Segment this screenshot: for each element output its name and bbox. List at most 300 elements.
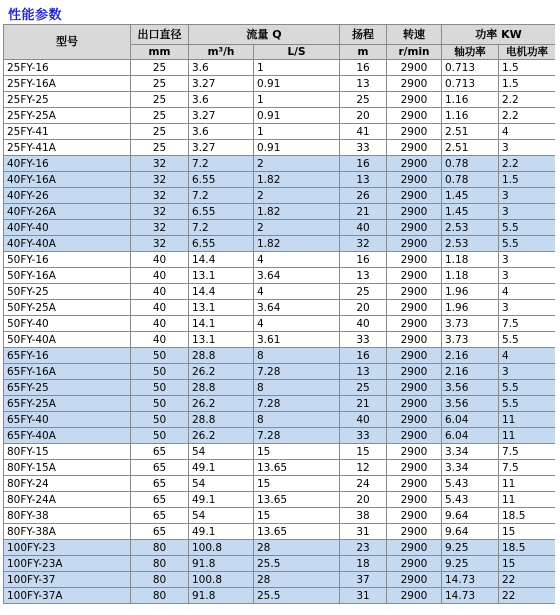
cell-outlet-diameter: 65 [131, 476, 189, 492]
cell-outlet-diameter: 50 [131, 348, 189, 364]
cell-speed: 2900 [387, 428, 442, 444]
cell-shaft-power: 5.43 [442, 476, 499, 492]
cell-shaft-power: 2.16 [442, 364, 499, 380]
cell-flow-ls: 4 [254, 252, 340, 268]
cell-motor-power: 1.5 [499, 172, 556, 188]
cell-motor-power: 7.5 [499, 444, 556, 460]
cell-model: 25FY-25 [4, 92, 131, 108]
cell-outlet-diameter: 25 [131, 60, 189, 76]
cell-shaft-power: 2.53 [442, 220, 499, 236]
cell-flow-ls: 7.28 [254, 364, 340, 380]
cell-speed: 2900 [387, 444, 442, 460]
header-model: 型号 [4, 25, 131, 60]
cell-model: 40FY-26A [4, 204, 131, 220]
cell-head: 25 [340, 92, 387, 108]
cell-motor-power: 3 [499, 140, 556, 156]
table-row [4, 588, 556, 604]
cell-model: 25FY-16A [4, 76, 131, 92]
cell-flow-ls: 7.28 [254, 396, 340, 412]
table-row [4, 572, 556, 588]
cell-motor-power: 5.5 [499, 396, 556, 412]
cell-flow-ls: 3.61 [254, 332, 340, 348]
header-flow-unit-m3h: m³/h [189, 45, 254, 60]
cell-model: 65FY-40 [4, 412, 131, 428]
cell-model: 80FY-24A [4, 492, 131, 508]
table-row [4, 252, 556, 268]
cell-shaft-power: 1.18 [442, 252, 499, 268]
cell-speed: 2900 [387, 76, 442, 92]
cell-shaft-power: 0.78 [442, 156, 499, 172]
cell-flow-ls: 1.82 [254, 204, 340, 220]
cell-outlet-diameter: 40 [131, 316, 189, 332]
cell-motor-power: 4 [499, 124, 556, 140]
cell-motor-power: 18.5 [499, 540, 556, 556]
header-flow-unit-ls: L/S [254, 45, 340, 60]
cell-head: 16 [340, 156, 387, 172]
cell-head: 18 [340, 556, 387, 572]
cell-model: 40FY-40A [4, 236, 131, 252]
cell-outlet-diameter: 80 [131, 572, 189, 588]
cell-outlet-diameter: 25 [131, 140, 189, 156]
table-row [4, 476, 556, 492]
cell-outlet-diameter: 40 [131, 252, 189, 268]
cell-shaft-power: 6.04 [442, 412, 499, 428]
cell-flow-ls: 3.64 [254, 300, 340, 316]
cell-shaft-power: 3.34 [442, 444, 499, 460]
cell-head: 31 [340, 524, 387, 540]
cell-flow-ls: 1 [254, 92, 340, 108]
cell-outlet-diameter: 32 [131, 156, 189, 172]
cell-speed: 2900 [387, 508, 442, 524]
cell-head: 13 [340, 76, 387, 92]
cell-speed: 2900 [387, 204, 442, 220]
cell-speed: 2900 [387, 60, 442, 76]
cell-head: 20 [340, 108, 387, 124]
cell-flow-m3h: 3.6 [189, 60, 254, 76]
cell-flow-m3h: 49.1 [189, 492, 254, 508]
cell-model: 80FY-24 [4, 476, 131, 492]
table-row [4, 236, 556, 252]
cell-motor-power: 7.5 [499, 460, 556, 476]
cell-outlet-diameter: 40 [131, 332, 189, 348]
cell-model: 65FY-25A [4, 396, 131, 412]
table-header [4, 25, 556, 60]
cell-model: 80FY-38 [4, 508, 131, 524]
cell-outlet-diameter: 50 [131, 364, 189, 380]
cell-flow-ls: 7.28 [254, 428, 340, 444]
cell-flow-ls: 8 [254, 412, 340, 428]
cell-outlet-diameter: 65 [131, 524, 189, 540]
cell-flow-ls: 15 [254, 476, 340, 492]
cell-flow-m3h: 7.2 [189, 220, 254, 236]
cell-speed: 2900 [387, 556, 442, 572]
cell-flow-ls: 4 [254, 284, 340, 300]
cell-flow-ls: 15 [254, 508, 340, 524]
cell-model: 40FY-16A [4, 172, 131, 188]
cell-model: 100FY-23 [4, 540, 131, 556]
cell-flow-ls: 0.91 [254, 140, 340, 156]
cell-model: 80FY-38A [4, 524, 131, 540]
cell-motor-power: 11 [499, 492, 556, 508]
cell-outlet-diameter: 65 [131, 444, 189, 460]
cell-speed: 2900 [387, 284, 442, 300]
cell-flow-ls: 8 [254, 380, 340, 396]
table-row [4, 172, 556, 188]
cell-outlet-diameter: 50 [131, 428, 189, 444]
cell-head: 21 [340, 204, 387, 220]
table-row [4, 76, 556, 92]
header-outlet-unit: mm [131, 45, 189, 60]
cell-outlet-diameter: 50 [131, 380, 189, 396]
cell-speed: 2900 [387, 268, 442, 284]
cell-model: 50FY-16 [4, 252, 131, 268]
cell-head: 33 [340, 332, 387, 348]
cell-flow-ls: 0.91 [254, 108, 340, 124]
cell-model: 25FY-25A [4, 108, 131, 124]
table-row [4, 60, 556, 76]
cell-shaft-power: 9.25 [442, 556, 499, 572]
cell-head: 16 [340, 60, 387, 76]
cell-head: 16 [340, 252, 387, 268]
performance-table [3, 24, 555, 604]
cell-motor-power: 7.5 [499, 316, 556, 332]
cell-model: 50FY-40A [4, 332, 131, 348]
cell-model: 40FY-16 [4, 156, 131, 172]
cell-speed: 2900 [387, 236, 442, 252]
cell-shaft-power: 6.04 [442, 428, 499, 444]
cell-outlet-diameter: 65 [131, 508, 189, 524]
cell-head: 23 [340, 540, 387, 556]
header-flow: 流量 Q [189, 25, 340, 45]
cell-motor-power: 1.5 [499, 60, 556, 76]
cell-motor-power: 15 [499, 524, 556, 540]
cell-model: 40FY-40 [4, 220, 131, 236]
cell-outlet-diameter: 80 [131, 540, 189, 556]
cell-model: 65FY-16A [4, 364, 131, 380]
table-row [4, 156, 556, 172]
cell-model: 65FY-25 [4, 380, 131, 396]
cell-speed: 2900 [387, 412, 442, 428]
header-speed-unit: r/min [387, 45, 442, 60]
cell-flow-ls: 13.65 [254, 524, 340, 540]
cell-outlet-diameter: 25 [131, 124, 189, 140]
header-motor-power: 电机功率 [499, 45, 556, 60]
cell-speed: 2900 [387, 172, 442, 188]
cell-shaft-power: 14.73 [442, 572, 499, 588]
cell-head: 13 [340, 268, 387, 284]
cell-speed: 2900 [387, 108, 442, 124]
cell-outlet-diameter: 50 [131, 396, 189, 412]
cell-flow-m3h: 13.1 [189, 268, 254, 284]
cell-motor-power: 22 [499, 572, 556, 588]
cell-flow-m3h: 3.27 [189, 108, 254, 124]
cell-model: 65FY-16 [4, 348, 131, 364]
cell-outlet-diameter: 80 [131, 556, 189, 572]
header-head-unit: m [340, 45, 387, 60]
cell-head: 25 [340, 380, 387, 396]
cell-flow-m3h: 14.4 [189, 284, 254, 300]
cell-speed: 2900 [387, 220, 442, 236]
cell-flow-m3h: 26.2 [189, 364, 254, 380]
table-row [4, 300, 556, 316]
cell-shaft-power: 9.64 [442, 524, 499, 540]
cell-speed: 2900 [387, 364, 442, 380]
table-row [4, 268, 556, 284]
cell-motor-power: 2.2 [499, 92, 556, 108]
table-row [4, 556, 556, 572]
cell-flow-m3h: 7.2 [189, 188, 254, 204]
cell-flow-m3h: 6.55 [189, 172, 254, 188]
cell-model: 100FY-37 [4, 572, 131, 588]
cell-flow-m3h: 6.55 [189, 236, 254, 252]
cell-flow-m3h: 3.27 [189, 76, 254, 92]
cell-shaft-power: 3.73 [442, 332, 499, 348]
table-row [4, 332, 556, 348]
cell-outlet-diameter: 25 [131, 92, 189, 108]
cell-outlet-diameter: 65 [131, 460, 189, 476]
cell-shaft-power: 9.25 [442, 540, 499, 556]
cell-flow-ls: 1.82 [254, 172, 340, 188]
cell-model: 65FY-40A [4, 428, 131, 444]
cell-flow-m3h: 28.8 [189, 380, 254, 396]
cell-head: 40 [340, 412, 387, 428]
cell-shaft-power: 2.51 [442, 124, 499, 140]
cell-head: 41 [340, 124, 387, 140]
cell-shaft-power: 1.96 [442, 300, 499, 316]
table-row [4, 508, 556, 524]
cell-flow-m3h: 100.8 [189, 572, 254, 588]
table-row [4, 460, 556, 476]
table-row [4, 444, 556, 460]
cell-speed: 2900 [387, 124, 442, 140]
cell-flow-m3h: 54 [189, 476, 254, 492]
cell-flow-m3h: 91.8 [189, 588, 254, 604]
cell-shaft-power: 1.45 [442, 204, 499, 220]
cell-motor-power: 3 [499, 364, 556, 380]
table-row [4, 316, 556, 332]
cell-flow-m3h: 14.1 [189, 316, 254, 332]
cell-outlet-diameter: 32 [131, 188, 189, 204]
cell-flow-ls: 3.64 [254, 268, 340, 284]
cell-head: 12 [340, 460, 387, 476]
table-row [4, 524, 556, 540]
cell-speed: 2900 [387, 332, 442, 348]
cell-head: 13 [340, 364, 387, 380]
cell-model: 40FY-26 [4, 188, 131, 204]
cell-motor-power: 3 [499, 268, 556, 284]
cell-flow-m3h: 49.1 [189, 460, 254, 476]
cell-model: 100FY-23A [4, 556, 131, 572]
cell-motor-power: 3 [499, 204, 556, 220]
cell-motor-power: 11 [499, 476, 556, 492]
cell-flow-m3h: 7.2 [189, 156, 254, 172]
cell-shaft-power: 1.45 [442, 188, 499, 204]
cell-head: 24 [340, 476, 387, 492]
header-power: 功率 KW [442, 25, 556, 45]
cell-motor-power: 5.5 [499, 332, 556, 348]
cell-shaft-power: 0.78 [442, 172, 499, 188]
cell-speed: 2900 [387, 492, 442, 508]
cell-head: 26 [340, 188, 387, 204]
table-row [4, 348, 556, 364]
page-title: 性能参数 [8, 8, 63, 23]
cell-motor-power: 2.2 [499, 108, 556, 124]
cell-flow-ls: 0.91 [254, 76, 340, 92]
cell-head: 32 [340, 236, 387, 252]
cell-motor-power: 11 [499, 412, 556, 428]
cell-flow-m3h: 6.55 [189, 204, 254, 220]
cell-model: 50FY-25A [4, 300, 131, 316]
cell-motor-power: 2.2 [499, 156, 556, 172]
cell-speed: 2900 [387, 476, 442, 492]
cell-outlet-diameter: 32 [131, 220, 189, 236]
cell-model: 80FY-15 [4, 444, 131, 460]
cell-flow-m3h: 28.8 [189, 412, 254, 428]
table-row [4, 492, 556, 508]
cell-model: 50FY-16A [4, 268, 131, 284]
cell-speed: 2900 [387, 348, 442, 364]
cell-shaft-power: 3.73 [442, 316, 499, 332]
cell-speed: 2900 [387, 572, 442, 588]
cell-flow-m3h: 54 [189, 444, 254, 460]
cell-shaft-power: 3.56 [442, 380, 499, 396]
cell-flow-ls: 4 [254, 316, 340, 332]
cell-motor-power: 3 [499, 300, 556, 316]
cell-flow-m3h: 13.1 [189, 300, 254, 316]
table-row [4, 188, 556, 204]
table-row [4, 124, 556, 140]
table-row [4, 204, 556, 220]
cell-motor-power: 22 [499, 588, 556, 604]
cell-outlet-diameter: 25 [131, 108, 189, 124]
cell-shaft-power: 14.73 [442, 588, 499, 604]
cell-flow-ls: 13.65 [254, 492, 340, 508]
cell-flow-ls: 1 [254, 60, 340, 76]
cell-outlet-diameter: 32 [131, 204, 189, 220]
cell-flow-ls: 13.65 [254, 460, 340, 476]
cell-flow-m3h: 49.1 [189, 524, 254, 540]
cell-outlet-diameter: 40 [131, 268, 189, 284]
cell-model: 100FY-37A [4, 588, 131, 604]
table-row [4, 540, 556, 556]
cell-outlet-diameter: 32 [131, 236, 189, 252]
cell-head: 20 [340, 492, 387, 508]
header-shaft-power: 轴功率 [442, 45, 499, 60]
cell-speed: 2900 [387, 188, 442, 204]
table-row [4, 428, 556, 444]
cell-shaft-power: 3.34 [442, 460, 499, 476]
cell-motor-power: 1.5 [499, 76, 556, 92]
cell-head: 20 [340, 300, 387, 316]
cell-head: 13 [340, 172, 387, 188]
performance-table-container [3, 24, 555, 608]
cell-shaft-power: 2.53 [442, 236, 499, 252]
cell-shaft-power: 1.16 [442, 92, 499, 108]
cell-head: 33 [340, 140, 387, 156]
cell-motor-power: 18.5 [499, 508, 556, 524]
cell-outlet-diameter: 25 [131, 76, 189, 92]
cell-shaft-power: 0.713 [442, 60, 499, 76]
cell-outlet-diameter: 50 [131, 412, 189, 428]
cell-model: 25FY-41A [4, 140, 131, 156]
cell-outlet-diameter: 40 [131, 284, 189, 300]
cell-shaft-power: 1.96 [442, 284, 499, 300]
cell-model: 50FY-25 [4, 284, 131, 300]
cell-flow-ls: 25.5 [254, 556, 340, 572]
cell-model: 50FY-40 [4, 316, 131, 332]
cell-outlet-diameter: 80 [131, 588, 189, 604]
cell-flow-m3h: 91.8 [189, 556, 254, 572]
cell-speed: 2900 [387, 396, 442, 412]
cell-head: 40 [340, 220, 387, 236]
cell-outlet-diameter: 40 [131, 300, 189, 316]
cell-flow-m3h: 13.1 [189, 332, 254, 348]
cell-flow-ls: 1.82 [254, 236, 340, 252]
cell-speed: 2900 [387, 300, 442, 316]
cell-flow-m3h: 26.2 [189, 428, 254, 444]
cell-flow-ls: 15 [254, 444, 340, 460]
cell-flow-m3h: 3.6 [189, 124, 254, 140]
cell-flow-ls: 28 [254, 540, 340, 556]
cell-model: 80FY-15A [4, 460, 131, 476]
cell-motor-power: 15 [499, 556, 556, 572]
cell-motor-power: 4 [499, 348, 556, 364]
header-outlet: 出口直径 [131, 25, 189, 45]
cell-motor-power: 3 [499, 188, 556, 204]
cell-speed: 2900 [387, 156, 442, 172]
cell-model: 25FY-41 [4, 124, 131, 140]
cell-head: 38 [340, 508, 387, 524]
cell-head: 25 [340, 284, 387, 300]
cell-shaft-power: 3.56 [442, 396, 499, 412]
cell-flow-ls: 8 [254, 348, 340, 364]
cell-flow-m3h: 14.4 [189, 252, 254, 268]
header-speed: 转速 [387, 25, 442, 45]
cell-motor-power: 11 [499, 428, 556, 444]
cell-motor-power: 3 [499, 252, 556, 268]
cell-head: 37 [340, 572, 387, 588]
table-row [4, 108, 556, 124]
table-row [4, 140, 556, 156]
cell-flow-m3h: 3.6 [189, 92, 254, 108]
cell-flow-ls: 25.5 [254, 588, 340, 604]
cell-motor-power: 4 [499, 284, 556, 300]
cell-flow-m3h: 100.8 [189, 540, 254, 556]
cell-flow-m3h: 28.8 [189, 348, 254, 364]
table-row [4, 412, 556, 428]
cell-shaft-power: 2.16 [442, 348, 499, 364]
cell-flow-ls: 1 [254, 124, 340, 140]
cell-flow-ls: 28 [254, 572, 340, 588]
cell-flow-m3h: 26.2 [189, 396, 254, 412]
cell-shaft-power: 0.713 [442, 76, 499, 92]
cell-speed: 2900 [387, 316, 442, 332]
cell-shaft-power: 1.16 [442, 108, 499, 124]
cell-head: 15 [340, 444, 387, 460]
table-row [4, 380, 556, 396]
cell-speed: 2900 [387, 460, 442, 476]
cell-head: 33 [340, 428, 387, 444]
table-body [4, 60, 556, 604]
table-row [4, 396, 556, 412]
cell-speed: 2900 [387, 524, 442, 540]
cell-head: 21 [340, 396, 387, 412]
cell-motor-power: 5.5 [499, 380, 556, 396]
cell-model: 25FY-16 [4, 60, 131, 76]
table-row [4, 220, 556, 236]
cell-flow-m3h: 3.27 [189, 140, 254, 156]
cell-speed: 2900 [387, 540, 442, 556]
